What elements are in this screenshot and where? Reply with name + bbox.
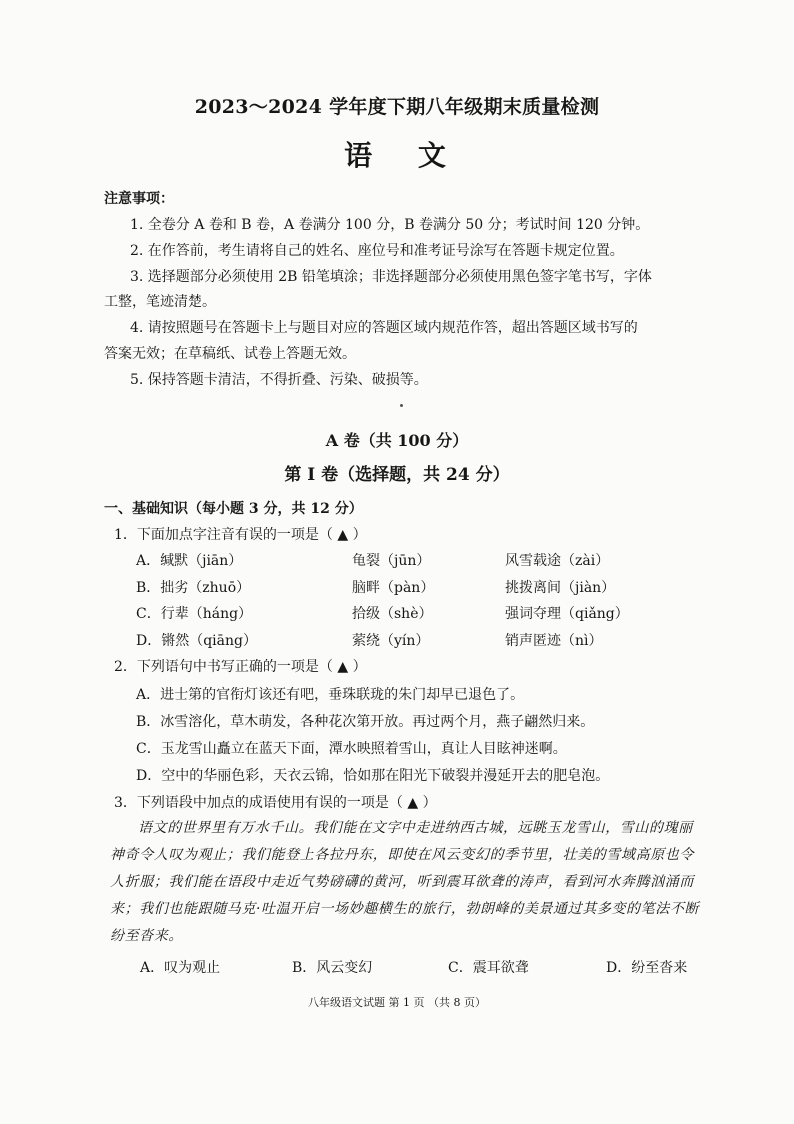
q1-option-a-3: 风雪载途（zài） [505,553,610,569]
q1-option-d-1: D．锵然（qiāng） [136,633,257,649]
q1-option-c-3: 强词夺理（qiǎng） [505,606,629,622]
q3-option-c: C．震耳欲聋 [448,960,529,976]
q3-option-b: B．风云变幻 [292,960,373,976]
section-a-heading: A 卷（共 100 分） [325,431,469,450]
q1-option-a-2: 龟裂（jūn） [352,553,431,569]
q1-option-a-1: A．缄默（jiān） [136,553,243,569]
q1-option-d-3: 销声匿迹（nì） [505,633,603,649]
question-2-stem: 2．下列语句中书写正确的一项是（ ▲ ） [114,659,367,675]
notice-heading: 注意事项： [104,191,174,207]
q1-option-b-3: 挑拨离间（jiàn） [505,580,616,596]
notice-item-continued: 答案无效；在草稿纸、试卷上答题无效。 [104,346,356,362]
notice-item: 1. 全卷分 A 卷和 B 卷，A 卷满分 100 分，B 卷满分 50 分；考试时间 120 分钟。 [130,217,650,233]
q2-option-c: C．玉龙雪山矗立在蓝天下面，潭水映照着雪山，真让人目眩神迷啊。 [136,741,567,757]
scan-speck [400,404,403,407]
part-1-heading: 一、基础知识（每小题 3 分，共 12 分） [104,501,363,517]
q2-option-b: B．冰雪溶化，草木萌发，各种花次第开放。再过两个月，燕子翩然归来。 [136,714,595,730]
notice-item: 3. 选择题部分必须使用 2B 铅笔填涂；非选择题部分必须使用黑色签字笔书写，字体 [130,269,652,285]
exam-title: 2023～2024 学年度下期八年级期末质量检测 [194,96,600,118]
subject-title: 语 文 [344,139,464,172]
q2-option-a: A．进士第的官衔灯该还有吧，垂珠联珑的朱门却早已退色了。 [136,687,525,703]
q1-option-c-1: C．行辈（háng） [136,606,253,622]
notice-item-continued: 工整，笔迹清楚。 [104,294,216,310]
q1-option-b-2: 脑畔（pàn） [352,580,435,596]
page-footer: 八年级语文试题 第 1 页 （共 8 页） [308,996,486,1009]
question-1-stem: 1．下面加点字注音有误的一项是（ ▲ ） [114,527,367,543]
notice-item: 5. 保持答题卡清洁，不得折叠、污染、破损等。 [130,372,428,388]
q1-option-d-2: 萦绕（yín） [352,633,430,649]
q3-option-d: D．纷至沓来 [606,960,688,976]
question-3-stem: 3．下列语段中加点的成语使用有误的一项是（ ▲ ） [114,795,437,811]
notice-item: 2. 在作答前，考生请将自己的姓名、座位号和准考证号涂写在答题卡规定位置。 [130,243,624,259]
q2-option-d: D．空中的华丽色彩，天衣云锦，恰如那在阳光下破裂并漫延开去的肥皂泡。 [136,768,610,784]
q1-option-b-1: B．拙劣（zhuō） [136,580,251,596]
q3-option-a: A．叹为观止 [140,960,221,976]
notice-item: 4. 请按照题号在答题卡上与题目对应的答题区域内规范作答，超出答题区域书写的 [130,320,638,336]
q3-passage: 语文的世界里有万水千山。我们能在文字中走进纳西古城，远眺玉龙雪山，雪山的瑰丽神奇令人叹为观止；我们能登上各拉丹东，即使在风云变幻的季节里，壮美的雪域高原也令人折服；我们能在语段中走近气势磅礴的黄河，听到震耳欲聋的涛声，看到河水奔腾汹涌而来；我们也能跟随马克·吐温开启一场妙趣横生的旅行，勃朗峰的美景通过其多变的笔法不断纷至沓来。 [110,820,700,944]
q1-option-c-2: 拾级（shè） [352,606,433,622]
volume-1-heading: 第 I 卷（选择题，共 24 分） [284,465,510,485]
